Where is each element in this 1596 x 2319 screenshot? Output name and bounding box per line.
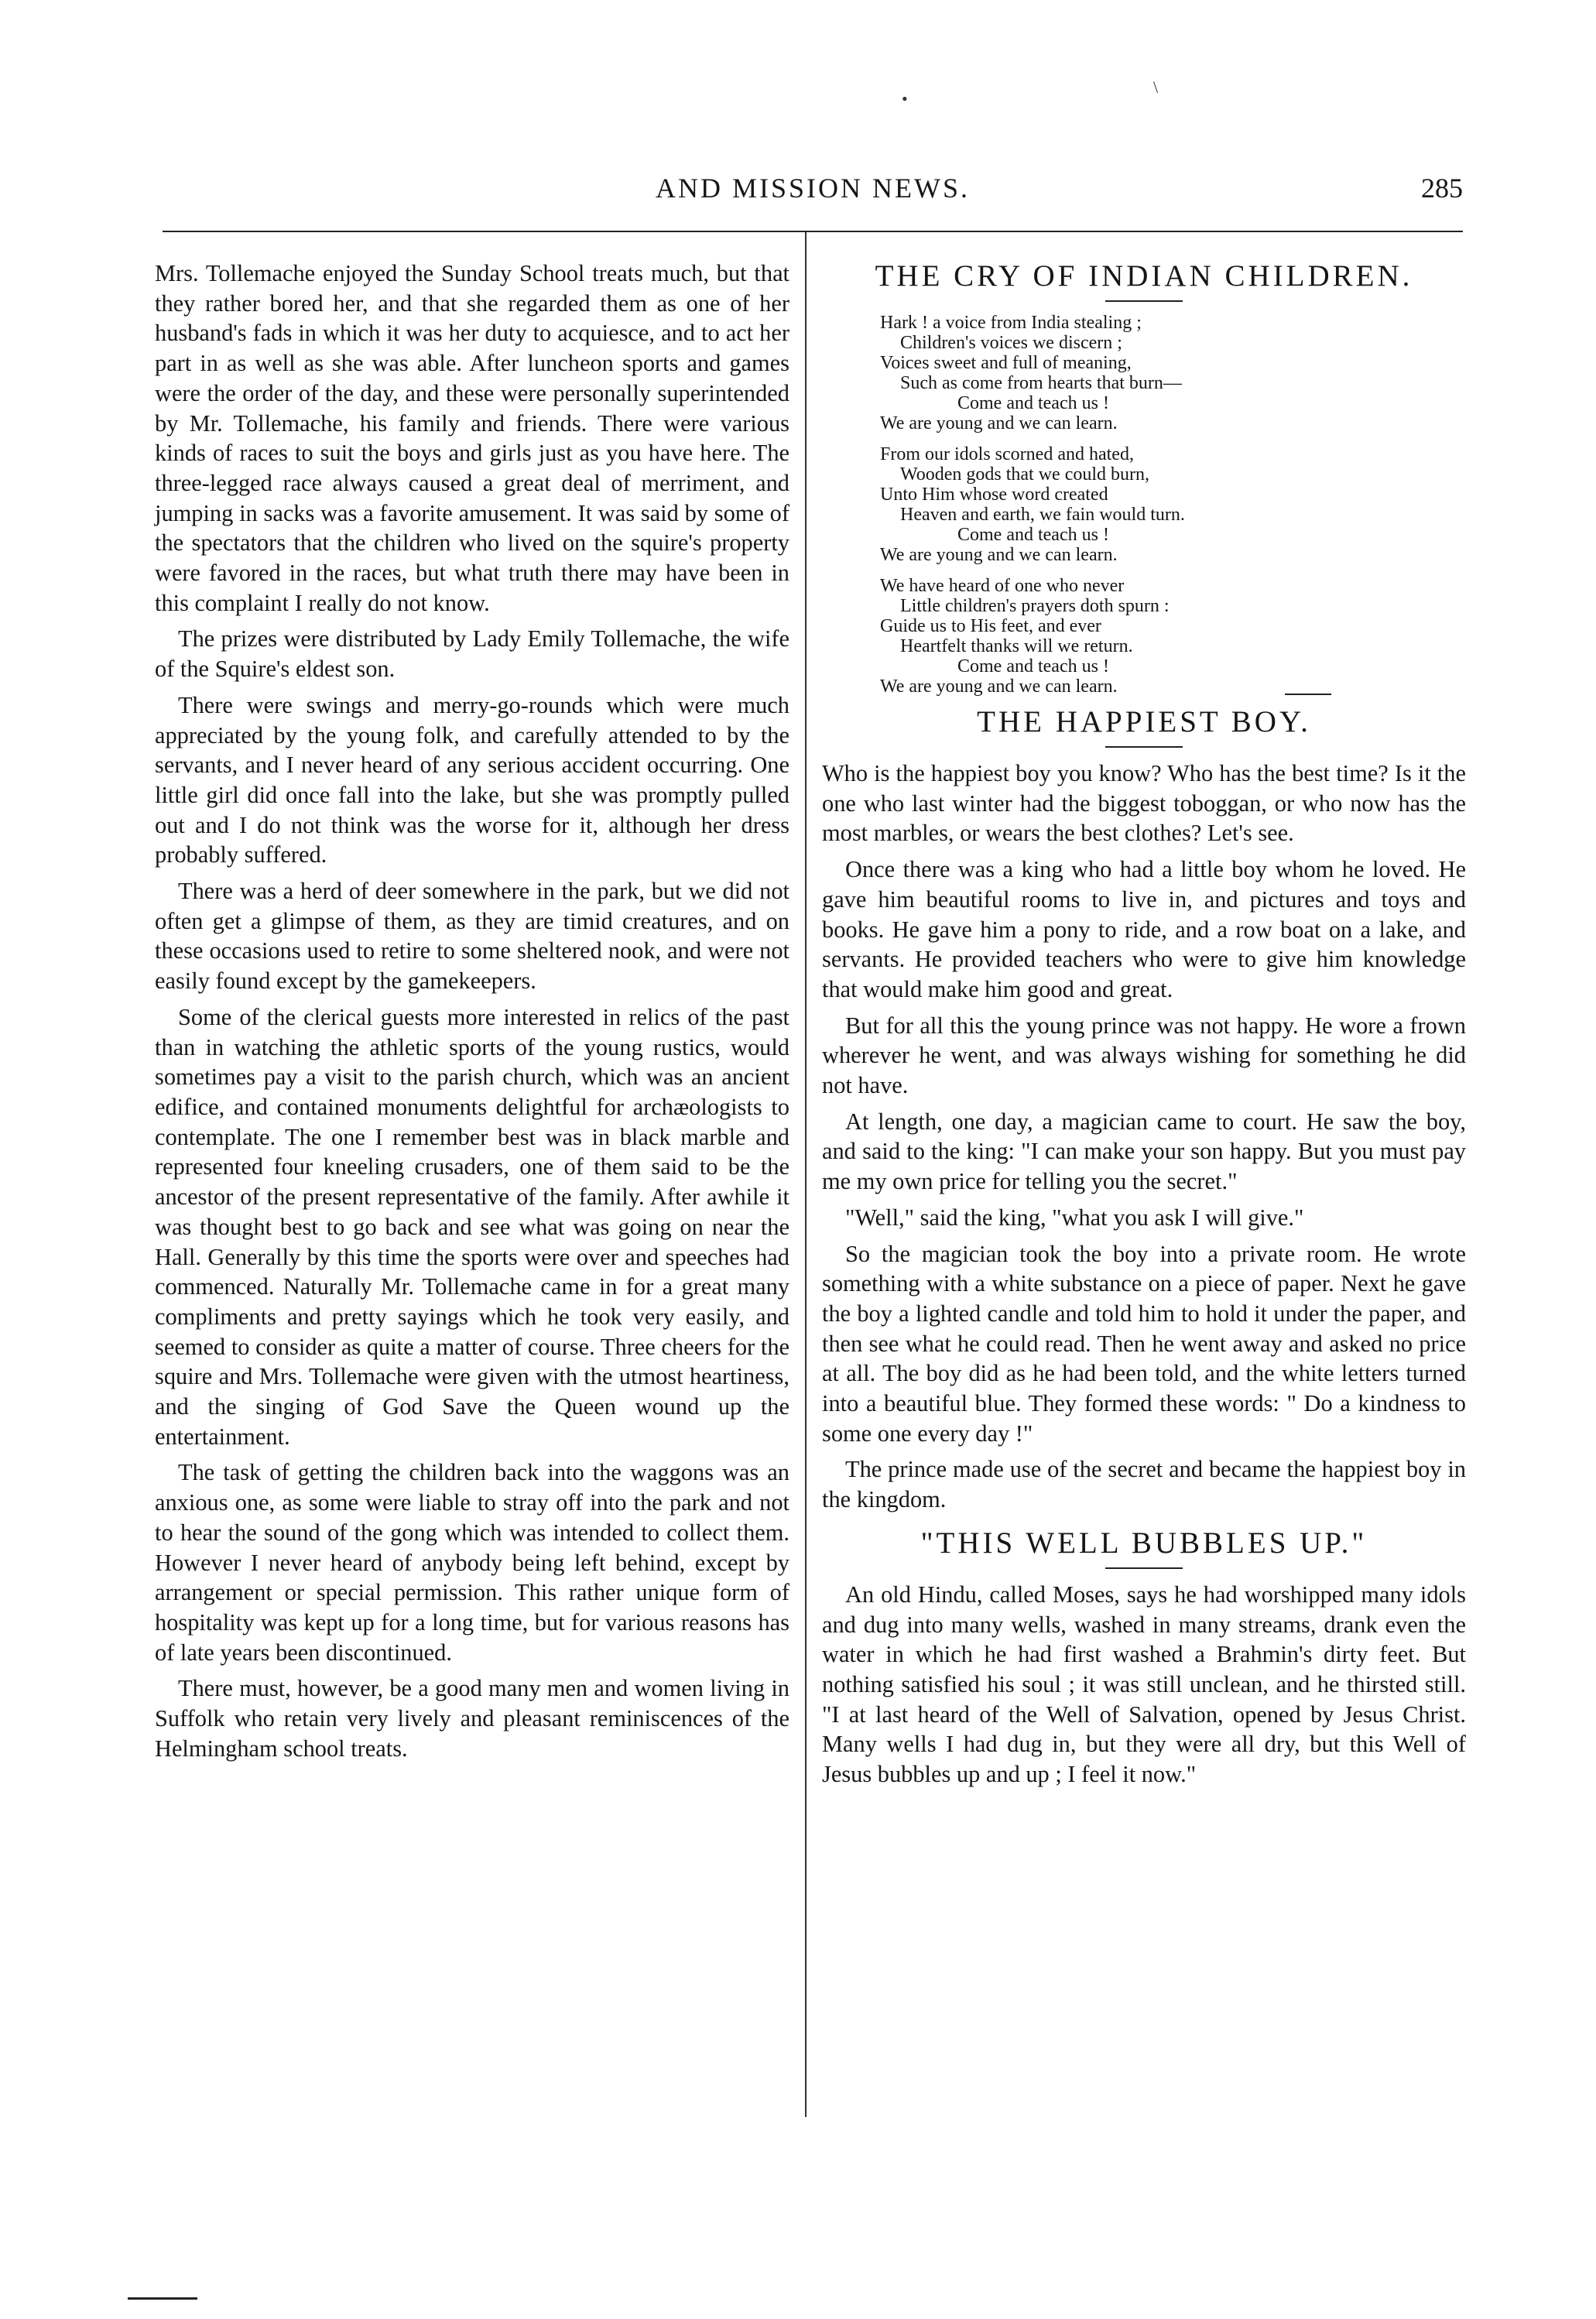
page-number: 285 [1421, 173, 1463, 204]
title-rule [1105, 746, 1183, 748]
poem-line: Such as come from hearts that burn— [900, 373, 1182, 393]
poem-line: We have heard of one who never [880, 576, 1125, 596]
poem-line: Wooden gods that we could burn, [900, 464, 1150, 485]
paragraph: Some of the clerical guests more interested in relics of the past than in watching the athletic sports of the young rustics, would sometimes pay a visit to the parish church, which was an ancient edifice, and contained monuments delightful for archæologists to contemplate. The one I remember best was in black marble and represented four kneeling crusaders, one of them said to be the ancestor of the present representative of the family. After awhile it was thought best to go back and see what was going on near the Hall. Generally by this time the sports were over and speeches had commenced. Naturally Mr. Tollemache came in for a great many compliments and pretty sayings which he took very easily, and seemed to consider as quite a matter of course. Three cheers for the squire and Mrs. Tollemache were given with the utmost heartiness, and the singing of God Save the Queen wound up the entertainment. [155, 1003, 789, 1450]
running-head: AND MISSION NEWS. [655, 173, 970, 204]
poem-stanza [880, 444, 1466, 565]
paragraph: Once there was a king who had a little boy whom he loved. He gave him beautiful rooms to live in, and pictures and toys and books. He gave him a pony to ride, and a row boat on a lake, and servants. He provided teachers who were to give him knowledge that would make him good and great. [822, 856, 1466, 1002]
poem [880, 313, 1466, 697]
paragraph: "Well," said the king, "what you ask I will give." [845, 1204, 1304, 1231]
paragraph: There was a herd of deer somewhere in the park, but we did not often get a glimpse of them, as they are timid creatures, and on these occasions used to retire to some sheltered nook, and were not easily found except by the gamekeepers. [155, 878, 789, 995]
poem-end-rule [1285, 694, 1331, 695]
paragraph: The task of getting the children back into the waggons was an anxious one, as some were liable to stray off into the park and not to hear the sound of the gong which was intended to collect them. However I never heard of anybody being left behind, except by arrangement or special permission. This rather unique form of hospitality was kept up for a long time, but for various reasons has of late years been discontinued. [155, 1459, 789, 1666]
left-column [155, 259, 789, 1769]
story-title-happiest-boy: THE HAPPIEST BOY. [977, 705, 1311, 738]
header-rule [163, 231, 1463, 232]
paragraph: But for all this the young prince was not happy. He wore a frown wherever he went, and was always wishing for something he did not have. [822, 1012, 1466, 1099]
poem-line: We are young and we can learn. [880, 413, 1118, 433]
poem-line: Children's voices we discern ; [900, 333, 1122, 353]
poem-refrain: Come and teach us ! [957, 656, 1109, 677]
story-title-well-bubbles: "THIS WELL BUBBLES UP." [920, 1526, 1368, 1560]
stray-mark-dot: • [902, 89, 908, 108]
paragraph: The prizes were distributed by Lady Emily Tollemache, the wife of the Squire's eldest son. [155, 625, 789, 683]
paragraph: An old Hindu, called Moses, says he had worshipped many idols and dug into many wells, washed in many streams, drank even the water in which he had first washed a Brahmin's dirty feet. But nothing satisfied his soul ; it was still unclean, and he thirsted still. "I at last heard of the Well of Salvation, opened by Jesus Christ. Many wells I had dug in, but they were all dry, but this Well of Jesus bubbles up and up ; I feel it now." [822, 1581, 1466, 1788]
right-column [822, 259, 1466, 1796]
bottom-rule-mark [128, 2297, 197, 2300]
paragraph: There must, however, be a good many men and women living in Suffolk who retain very lively and pleasant reminiscences of the Helmingham school treats. [155, 1675, 789, 1762]
poem-stanza [880, 313, 1466, 433]
poem-line: Unto Him whose word created [880, 485, 1108, 505]
poem-line: From our idols scorned and hated, [880, 444, 1134, 464]
paragraph: There were swings and merry-go-rounds which were much appreciated by the young folk, and carefully attended to by the servants, and I never heard of any serious accident occurring. One little girl did once fall into the lake, but she was promptly pulled out and I do not think was the worse for it, although her dress probably suffered. [155, 691, 789, 868]
paragraph: So the magician took the boy into a private room. He wrote something with a white substance on a piece of paper. Next he gave the boy a lighted candle and told him to hold it under the paper, and then see what he could read. Then he went away and asked no price at all. The boy did as he had been told, and the white letters turned into a beautiful blue. They formed these words: " Do a kindness to some one every day !" [822, 1240, 1466, 1447]
poem-line: Little children's prayers doth spurn : [900, 596, 1170, 616]
poem-line: We are young and we can learn. [880, 677, 1118, 697]
paragraph: The prince made use of the secret and became the happiest boy in the kingdom. [822, 1456, 1466, 1513]
poem-line: Hark ! a voice from India stealing ; [880, 313, 1142, 333]
poem-refrain: Come and teach us ! [957, 525, 1109, 545]
poem-stanza [880, 576, 1466, 697]
poem-line: Voices sweet and full of meaning, [880, 353, 1132, 373]
title-rule [1105, 300, 1183, 302]
poem-line: Guide us to His feet, and ever [880, 616, 1101, 636]
poem-line: Heaven and earth, we fain would turn. [900, 505, 1185, 525]
page-header [163, 172, 1463, 212]
paragraph: At length, one day, a magician came to court. He saw the boy, and said to the king: "I can make your son happy. But you must pay me my own price for telling you the secret." [822, 1108, 1466, 1195]
column-divider [805, 232, 807, 2117]
stray-mark-stroke: \ [1153, 77, 1159, 97]
poem-title: THE CRY OF INDIAN CHILDREN. [875, 259, 1413, 293]
paragraph: Who is the happiest boy you know? Who has the best time? Is it the one who last winter had the biggest toboggan, or who now has the most marbles, or wears the best clothes? Let's see. [822, 760, 1466, 847]
poem-refrain: Come and teach us ! [957, 393, 1109, 413]
title-rule [1105, 1567, 1183, 1569]
paragraph: Mrs. Tollemache enjoyed the Sunday School treats much, but that they rather bored her, and that she regarded them as one of her husband's fads in which it was her duty to acquiesce, and to act her part in as well as she was able. After luncheon sports and games were the order of the day, and these were personally superintended by Mr. Tollemache, his family and friends. There were various kinds of races to suit the boys and girls just as you have here. The three-legged race always caused a great deal of merriment, and jumping in sacks was a favorite amusement. It was said by some of the spectators that the children who lived on the squire's property were favored in the races, but what truth there may have been in this complaint I really do not know. [155, 260, 789, 616]
poem-line: We are young and we can learn. [880, 545, 1118, 565]
poem-line: Heartfelt thanks will we return. [900, 636, 1133, 656]
